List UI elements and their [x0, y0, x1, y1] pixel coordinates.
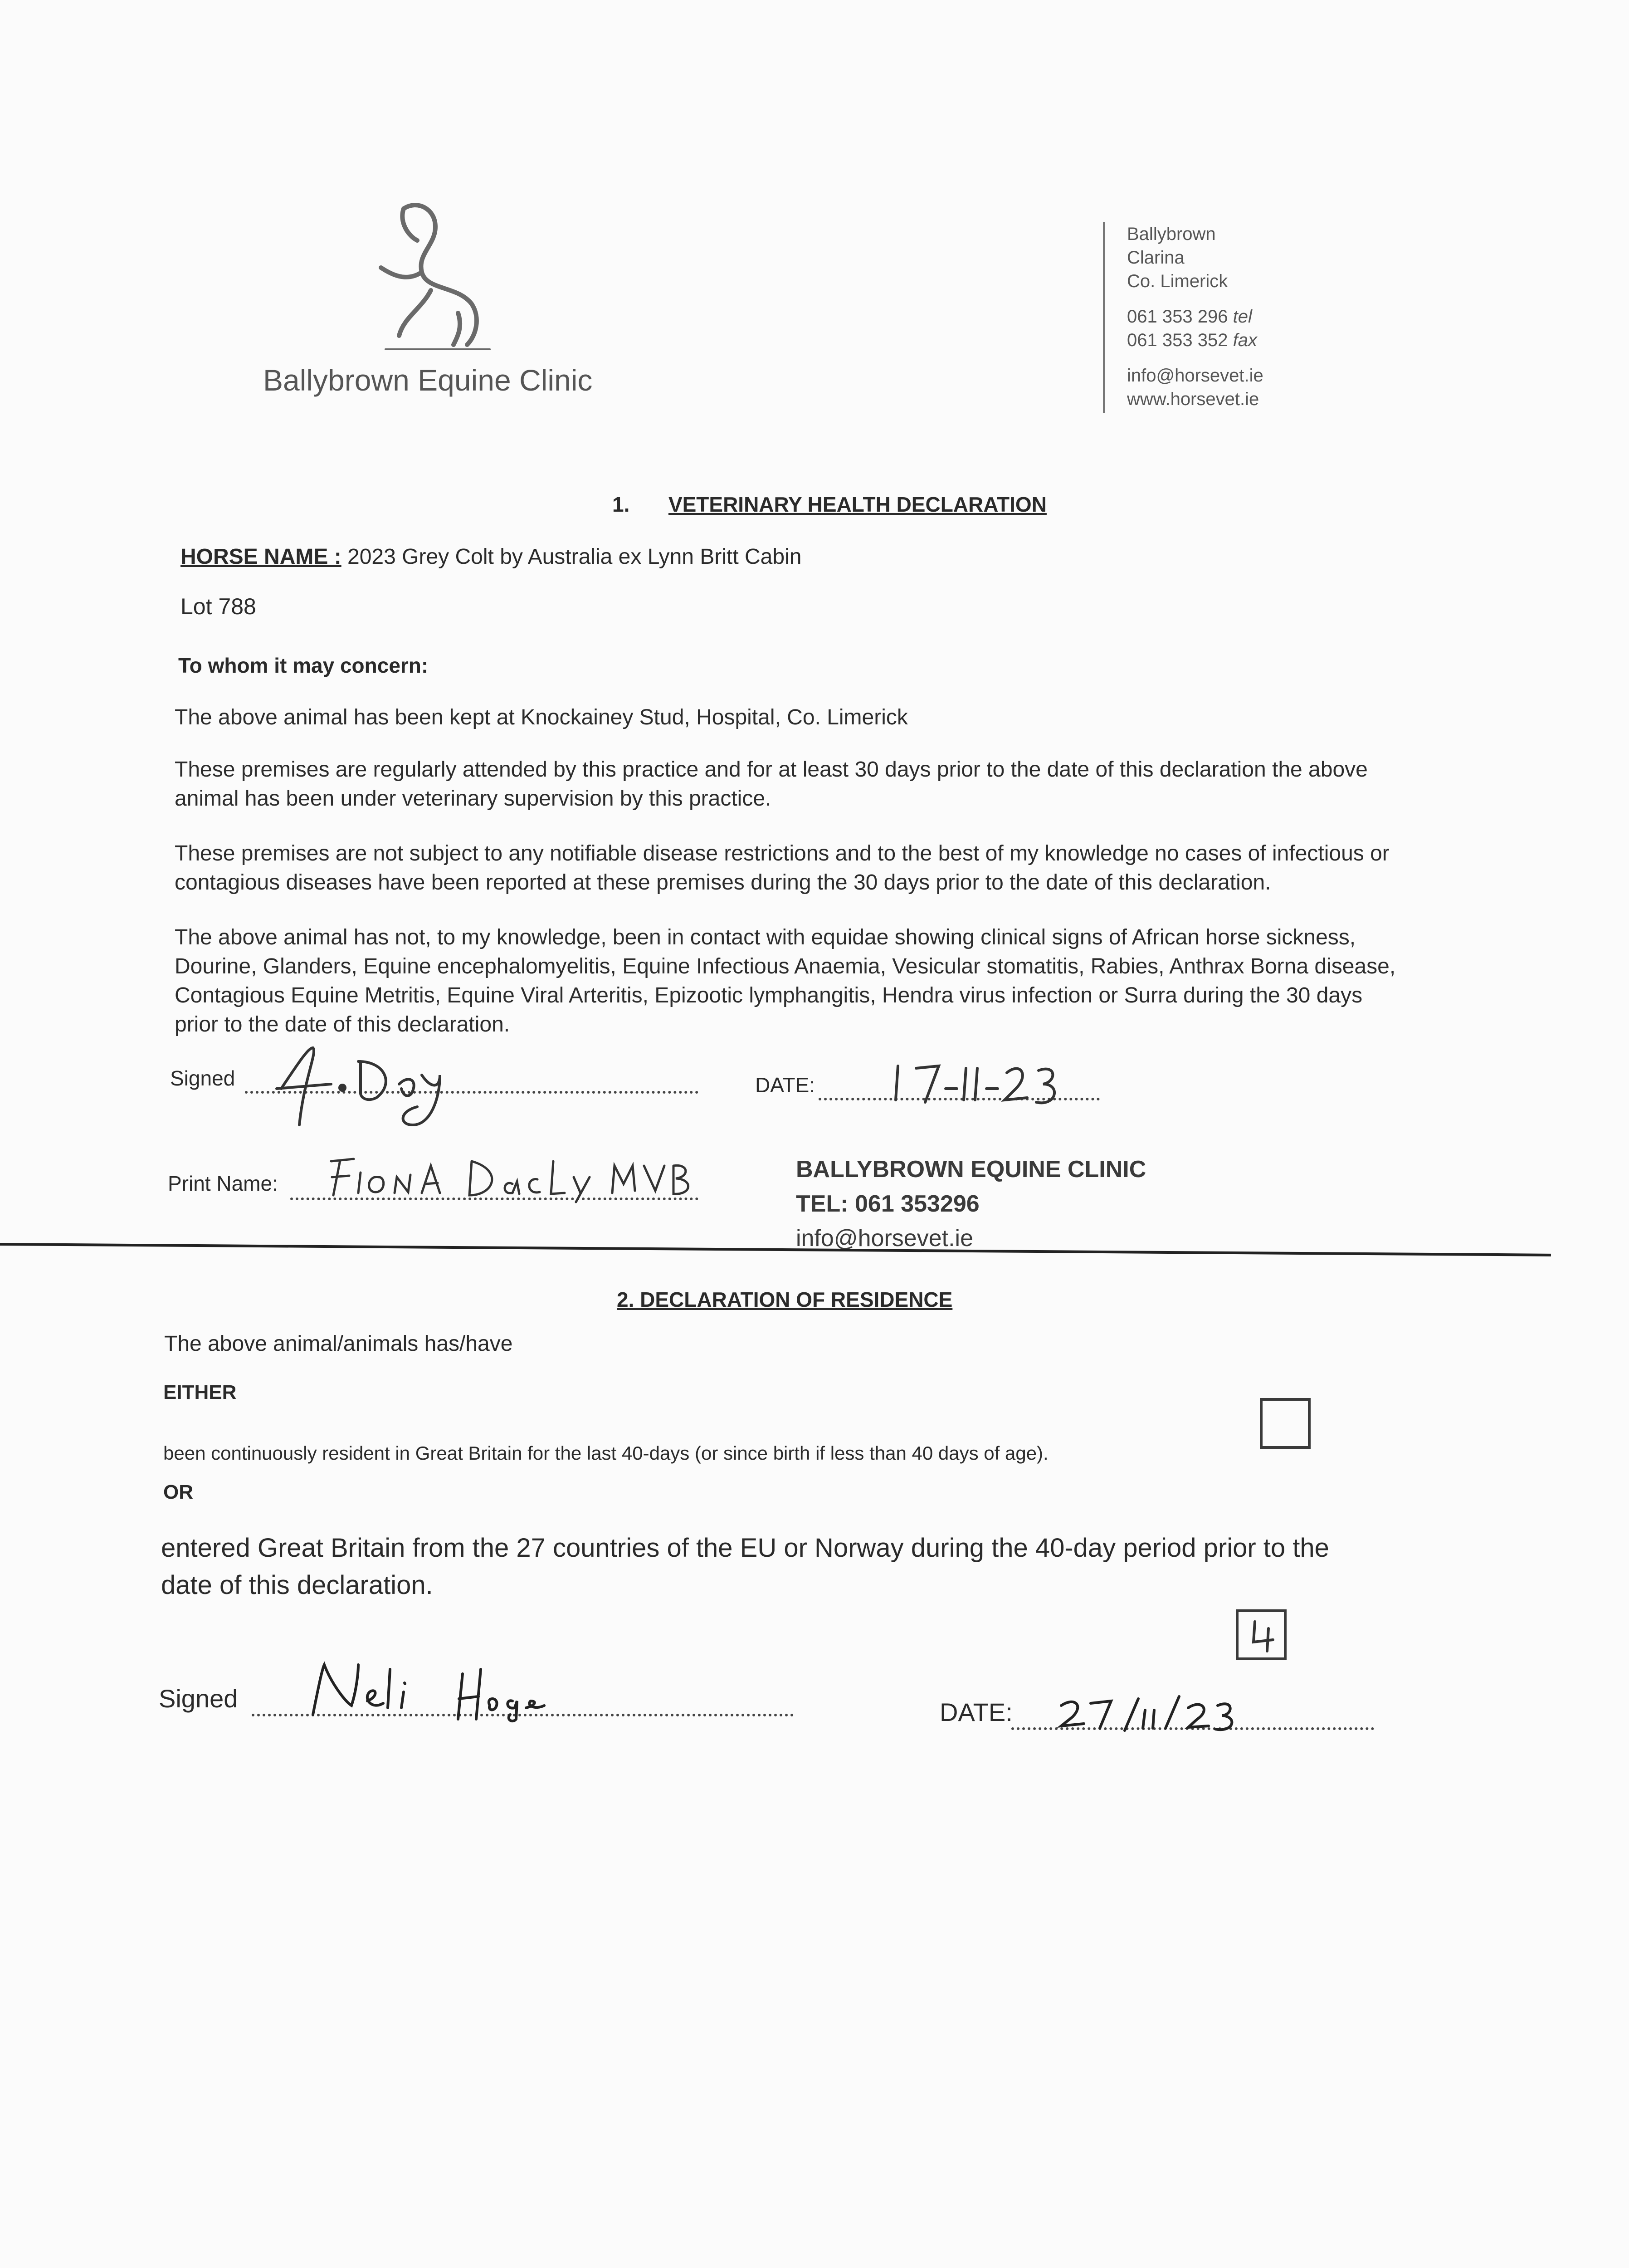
fax-suffix: fax: [1233, 330, 1257, 350]
clinic-contact: [1127, 222, 1263, 411]
clinic-logo-horse-icon: [367, 200, 499, 354]
section1-handwritten-name: [322, 1152, 694, 1202]
paragraph-no-contact: The above animal has not, to my knowledge, been in contact with equidae showing clinical signs of African horse sickness, Dourine, Glanders, Equine encephalomyelitis, Equine Infectious Anaemia, Vesicular stomatitis, Rabies, Anthrax Borna disease, Contagious Equine Metritis, Equine Viral Arteritis, Epizootic lymphangitis, Hendra virus infection or Surra during the 30 days prior to the date of this declaration.: [175, 925, 1396, 1036]
or-label: OR: [163, 1481, 193, 1503]
section2-title: 2. DECLARATION OF RESIDENCE: [617, 1288, 953, 1311]
horse-name-label: HORSE NAME :: [180, 545, 341, 569]
section1-handwritten-signature: [249, 1034, 476, 1139]
option2-check-mark-icon: [1244, 1617, 1280, 1653]
clinic-name: Ballybrown Equine Clinic: [263, 363, 593, 397]
tel-number: 061 353 296: [1127, 307, 1228, 327]
lot-number: Lot 788: [180, 594, 256, 619]
fax-number: 061 353 352: [1127, 330, 1228, 350]
address-line: Clarina: [1127, 248, 1185, 268]
option2-text: entered Great Britain from the 27 countries of the EU or Norway during the 40-day period prior to the date of this declaration.: [161, 1533, 1329, 1600]
section1-date-label: DATE:: [755, 1073, 815, 1097]
horse-name-row: [180, 544, 801, 569]
web-link[interactable]: www.horsevet.ie: [1127, 389, 1259, 409]
contact-divider: [1103, 222, 1105, 413]
section-divider: [0, 1243, 1551, 1256]
stamp-line: info@horsevet.ie: [796, 1225, 973, 1251]
tel-suffix: tel: [1233, 307, 1252, 327]
print-name-label: Print Name:: [168, 1172, 278, 1195]
stamp-line: BALLYBROWN EQUINE CLINIC: [796, 1156, 1146, 1183]
horse-name-value: 2023 Grey Colt by Australia ex Lynn Britt Cabin: [347, 545, 802, 569]
section1-signed-label: Signed: [170, 1066, 235, 1090]
section2-intro: The above animal/animals has/have: [164, 1332, 513, 1356]
address-line: Co. Limerick: [1127, 271, 1228, 291]
section1-handwritten-date: [889, 1057, 1093, 1111]
salutation: To whom it may concern:: [178, 654, 429, 677]
section2-handwritten-date: [1052, 1687, 1261, 1737]
section1-heading: [612, 492, 1047, 517]
section1-title: VETERINARY HEALTH DECLARATION: [668, 493, 1047, 516]
tel-line: [1127, 305, 1263, 328]
email-link[interactable]: info@horsevet.ie: [1127, 366, 1263, 386]
either-label: EITHER: [163, 1381, 237, 1403]
fax-line: [1127, 328, 1263, 352]
clinic-stamp: [796, 1152, 1146, 1256]
stamp-line: TEL: 061 353296: [796, 1191, 980, 1217]
paragraph-supervision: These premises are regularly attended by this practice and for at least 30 days prior to the date of this declaration the above animal has been under veterinary supervision by this practice.: [175, 758, 1368, 811]
paragraph-kept-at: The above animal has been kept at Knockainey Stud, Hospital, Co. Limerick: [175, 705, 908, 729]
address-line: Ballybrown: [1127, 224, 1216, 244]
paragraph-no-restrictions: These premises are not subject to any notifiable disease restrictions and to the best of my knowledge no cases of infectious or contagious diseases have been reported at these premises during the 30 days prior to the date of this declaration.: [175, 841, 1390, 894]
option1-text: been continuously resident in Great Britain for the last 40-days (or since birth if less than 40 days of age).: [163, 1442, 1049, 1464]
section2-handwritten-signature: [299, 1656, 553, 1724]
option1-checkbox[interactable]: [1260, 1398, 1311, 1449]
section1-number: 1.: [612, 493, 630, 516]
section2-date-label: DATE:: [940, 1698, 1013, 1726]
section2-signed-label: Signed: [159, 1684, 238, 1713]
